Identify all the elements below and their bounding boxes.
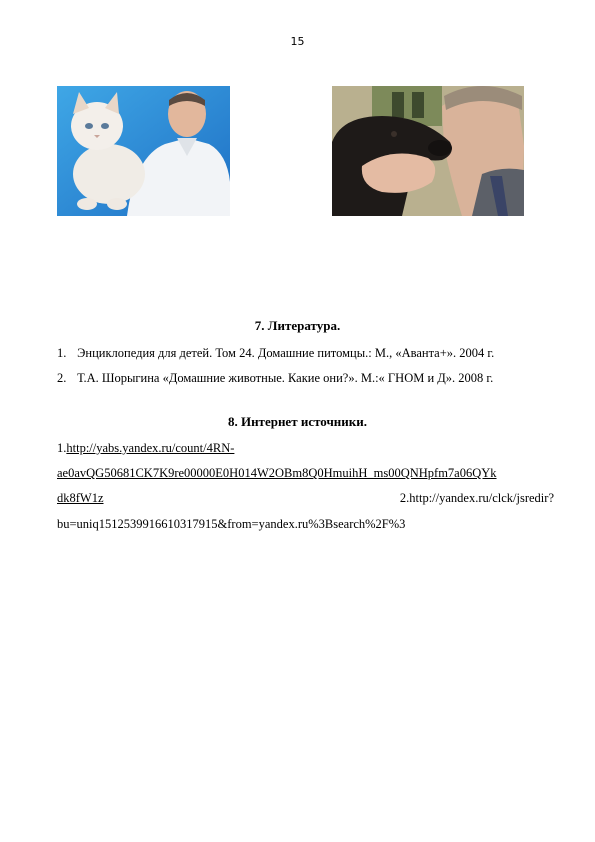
source-link-2-part: bu=uniq1512539916610317915&from=yandex.ru%3Bsearch%2F%3: [57, 517, 406, 531]
source-line: [57, 441, 554, 456]
page-number: 15: [290, 35, 305, 48]
literature-item: [57, 346, 494, 361]
literature-heading: 7. Литература.: [254, 318, 341, 333]
source-line: [57, 466, 554, 481]
source-number: 1.: [57, 441, 67, 455]
literature-item-text: Энциклопедия для детей. Том 24. Домашние питомцы.: М., «Аванта+». 2004 г.: [77, 346, 495, 360]
dog-photo-image: [332, 86, 524, 216]
internet-sources-heading: 8. Интернет источники.: [227, 414, 368, 429]
source-link-2-part: 2.http://yandex.ru/clck/jsredir?: [399, 491, 554, 505]
source-link-1-part[interactable]: http://yabs.yandex.ru/count/4RN-: [66, 441, 235, 455]
literature-item-text: Т.А. Шорыгина «Домашние животные. Какие они?». М.:« ГНОМ и Д». 2008 г.: [77, 371, 494, 385]
literature-item-number: 2.: [57, 371, 67, 385]
cat-photo-image: [57, 86, 230, 216]
cat-photo: [57, 86, 230, 216]
literature-item-number: 1.: [57, 346, 67, 360]
source-link-1-part[interactable]: ae0avQG50681CK7K9re00000E0H014W2OBm8Q0HmuihH_ms00QNHpfm7a06QYk: [57, 466, 497, 480]
source-line: [57, 517, 554, 532]
dog-photo: [332, 86, 524, 216]
source-line: [57, 491, 554, 506]
source-link-1-part[interactable]: dk8fW1z: [57, 491, 104, 505]
literature-item: [57, 371, 493, 386]
